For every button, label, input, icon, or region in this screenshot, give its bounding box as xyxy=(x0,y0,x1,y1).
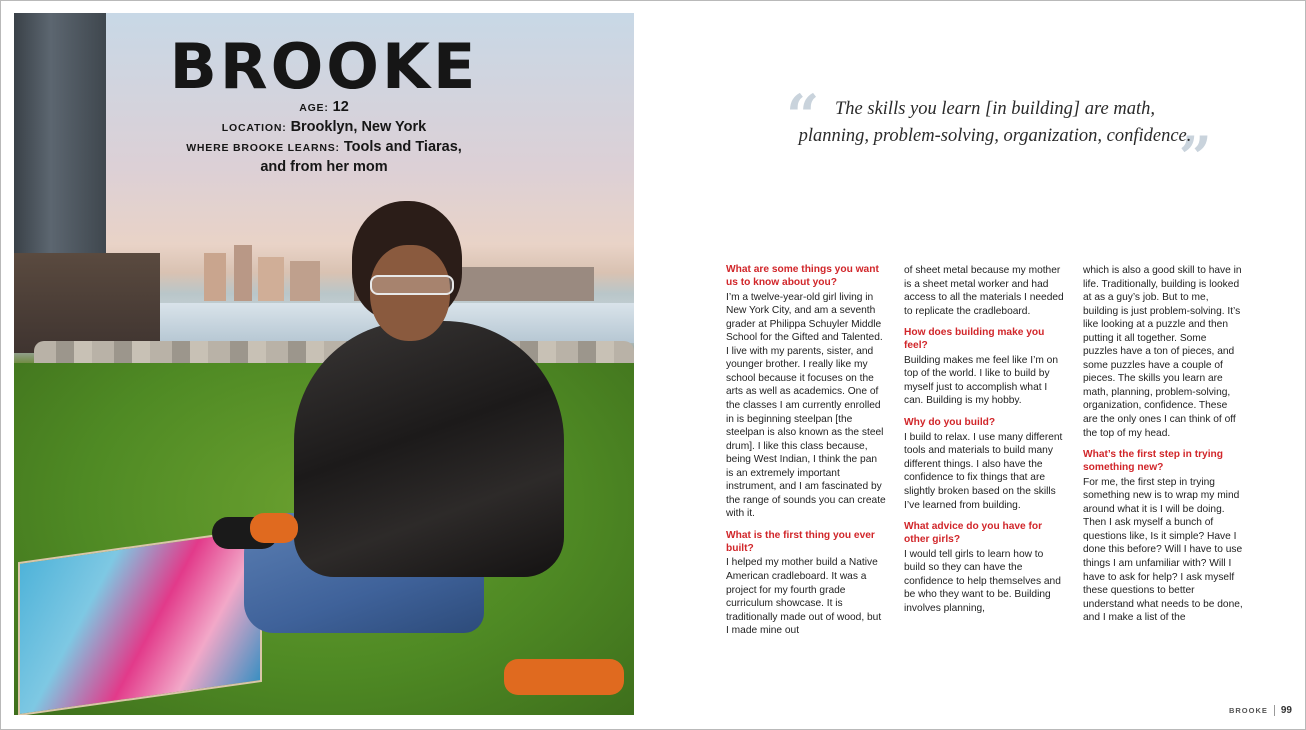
answer-paragraph: of sheet metal because my mother is a sheet metal worker and had access to all the materials I needed to replicate the cradleboard. xyxy=(904,265,1064,317)
location-value: Brooklyn, New York xyxy=(290,119,427,135)
safety-glasses xyxy=(370,275,454,295)
question-heading: What advice do you have for other girls? xyxy=(904,521,1043,545)
question-heading: What are some things you want us to know about you? xyxy=(726,264,879,288)
answer-paragraph: which is also a good skill to have in life. Traditionally, building is looked at as a guy’s job. But to me, building is just problem-solving. It’s like looking at a puzzle and then putting it all together. Some puzzles have a ton of pieces, and some puzzles have a couple of pieces. The skills you learn are math, planning, problem-solving, organization, confidence. These are the only ones I can think of off the top of my head. xyxy=(1083,265,1242,439)
puffer-jacket xyxy=(294,321,564,577)
learns-value-2: and from her mom xyxy=(260,159,388,175)
footer-divider xyxy=(1274,705,1275,716)
learns-label: WHERE BROOKE LEARNS: xyxy=(186,142,340,154)
pull-quote xyxy=(770,82,1220,192)
pull-quote-line-1: The skills you learn [in building] are math, xyxy=(835,99,1155,119)
bridge-pylon-base xyxy=(14,253,160,353)
learns-line-2 xyxy=(14,158,634,177)
article-column-3 xyxy=(1083,264,1243,634)
learns-value-1: Tools and Tiaras, xyxy=(343,139,462,155)
location-label: LOCATION: xyxy=(221,122,287,134)
question-heading: What is the first thing you ever built? xyxy=(726,529,875,554)
orange-glove-left xyxy=(250,513,298,543)
pull-quote-line-2: planning, problem-solving, organization, confidence. xyxy=(798,126,1192,146)
painted-canvas xyxy=(18,528,262,715)
question-heading: How does building make you feel? xyxy=(904,327,1045,351)
article-column-1 xyxy=(726,264,886,647)
answer-paragraph: I would tell girls to learn how to build so they can have the confidence to help themselves and be who they want to be. Building involves planning, xyxy=(904,548,1061,614)
article-column-2 xyxy=(904,264,1064,624)
age-label: AGE: xyxy=(299,102,329,114)
running-head: BROOKE xyxy=(1228,706,1268,715)
page-footer xyxy=(1229,705,1292,716)
age-value: 12 xyxy=(332,99,349,115)
answer-paragraph: I’m a twelve-year-old girl living in New York City, and am a seventh grader at Philippa Schuyler Middle School for the Gifted and Talented. I live with my parents, sister, and younger brother. I really like my school because it focuses on the arts as well as academics. One of the classes I am currently enrolled in is beginning steelpan [the steelpan is also known as the steel drum]. I like this class because, being West Indian, I think the pan is an extremely important instrument, and I am fascinated by the range of sounds you can create with it. xyxy=(726,291,886,520)
profile-name: BROOKE xyxy=(169,30,479,103)
answer-paragraph: I build to relax. I use many different tools and materials to build many different things. I also have the confidence to fix things that are slightly broken based on the skills I’ve learned from building. xyxy=(904,431,1063,511)
profile-facts xyxy=(14,98,634,177)
answer-paragraph: Building makes me feel like I’m on top of the world. I like to build by myself just to accomplish what I can. Building is my hobby. xyxy=(904,354,1059,407)
question-heading: Why do you build? xyxy=(904,416,996,428)
answer-paragraph: I helped my mother build a Native American cradleboard. It was a project for my fourth grade curriculum showcase. It is traditionally made out of wood, but I made mine out xyxy=(726,557,882,637)
pull-quote-text xyxy=(770,82,1220,150)
location-line xyxy=(14,118,634,138)
orange-glove-right xyxy=(504,659,624,695)
age-line xyxy=(14,98,634,118)
open-quote-icon: “ xyxy=(786,82,820,150)
answer-paragraph: For me, the first step in trying something new is to wrap my mind around what it is I will be doing. Then I ask myself a bunch of questions like, Is it simple? Have I done this before? Will I have to use things I am unfamiliar with? Will I have to ask for help? I ask myself these questions to better understand what needs to be done, and I make a list of the xyxy=(1083,476,1243,624)
close-quote-icon: ” xyxy=(1178,124,1212,192)
learns-line xyxy=(14,138,634,158)
question-heading: What’s the first step in trying something new? xyxy=(1083,449,1223,473)
page-number: 99 xyxy=(1280,705,1292,716)
